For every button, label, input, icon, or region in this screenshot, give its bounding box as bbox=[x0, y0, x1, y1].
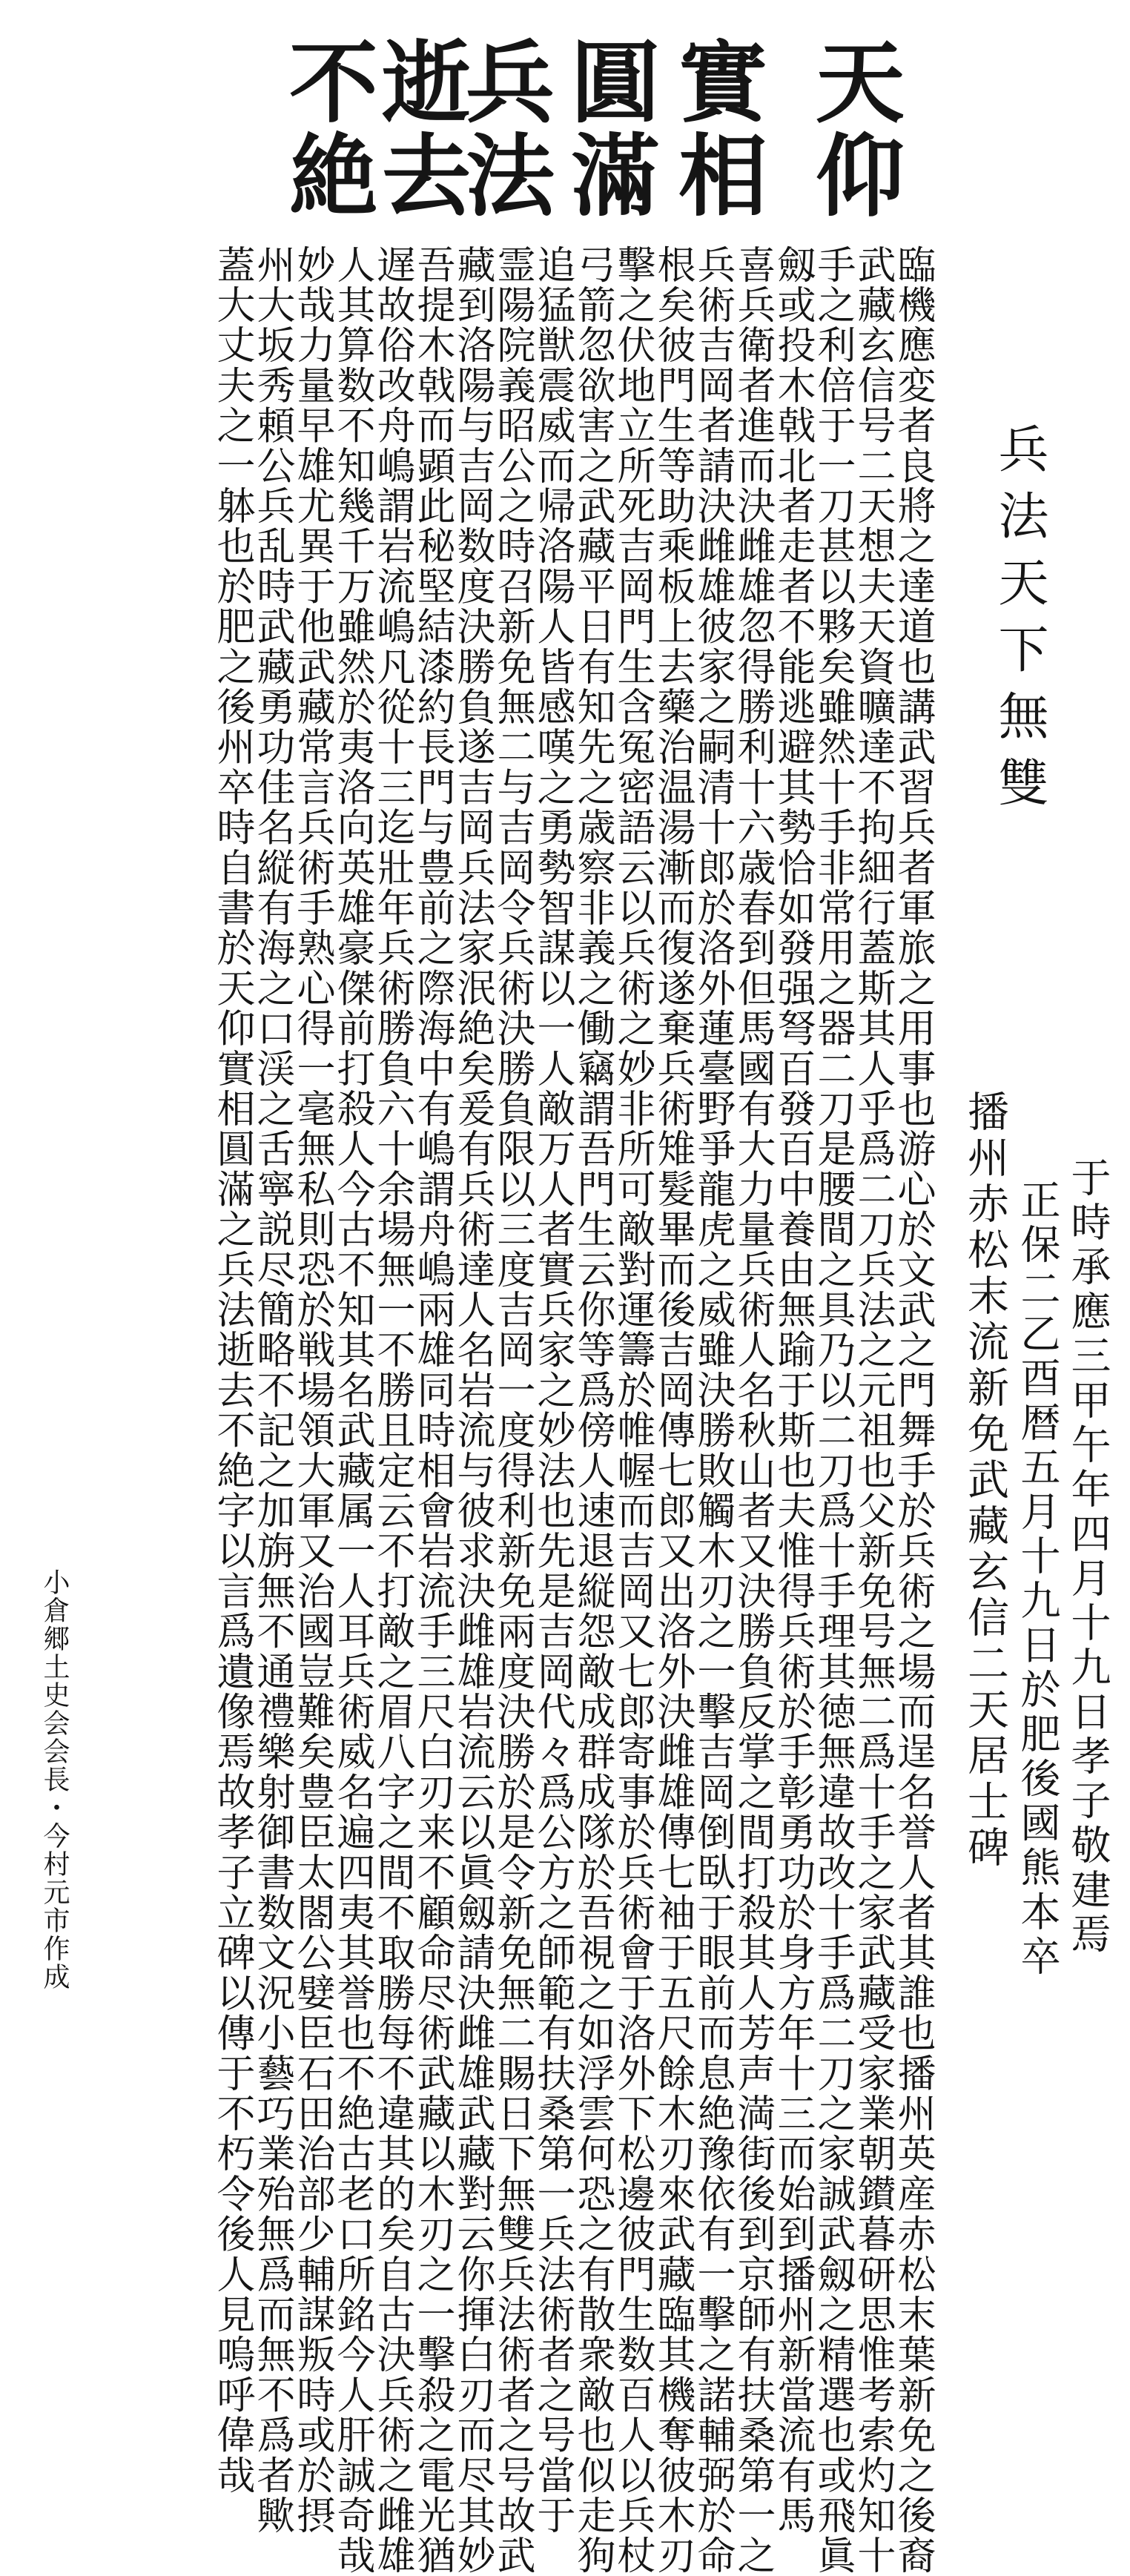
inscription-column: 蓋大丈夫之一躰也於肥之後州卒時自書於天仰實相圓滿之兵法逝去不絶字以言爲遺像焉故孝子立碑以傳于不朽令後人見嗚呼偉哉 bbox=[210, 245, 254, 2496]
inscription-column: 劔或投木戟北者走者不能逃避其勢恰如發强弩百發百中養由無踰于斯也夫惟得兵術於手彰勇功於身方年十三而始到播州新當流有馬 bbox=[770, 245, 815, 2536]
inscription-column: 吾提木戟而顕此秘堅結漆約長門与豊前之際海中有嶋謂舟嶋兩雄同時相會岩流手三尺白刃来不顧命尽術武藏以木刃之一擊殺之電光猶 bbox=[410, 245, 455, 2576]
inscription-column: 遅故俗改舟嶋謂岩流嶋凡從十三迄壯年兵術勝負六十余場無一不勝且定云不打敵之眉八字之間不取勝每不違其的矣自古決兵術之雌雄 bbox=[370, 245, 414, 2576]
inscription-column: 手之利倍于一刀甚以夥矣雖然十手非常用之器二刀是腰間之具乃以二刀爲十手理其徳無違故改十手爲二刀之家誠武劔之精選也或飛眞 bbox=[810, 245, 855, 2576]
title-column-1: 天仰 bbox=[801, 36, 905, 222]
heading-tenka-muso: 兵法天下無雙 bbox=[990, 423, 1048, 823]
author-credit: 小倉郷土史会会長・今村元市作成 bbox=[39, 1568, 70, 1991]
title-column-6: 不絶 bbox=[274, 36, 379, 222]
inscription-column: 妙哉力量早雄尤異于他武藏常言兵術手熟心得一毫無私則恐於戦場領大軍又治國豈難矣豊臣太閤公嬖臣石田治部少輔謀叛時或於摂 bbox=[290, 245, 334, 2536]
inscription-column: 弓箭忽欲害之武藏平日有知先之歳察非義之働竊謂吾門生云你等爲傍人速退縦怨敵成群成隊於吾視之如浮雲何恐之有散衆敵也似走狗 bbox=[570, 245, 615, 2576]
title-column-5: 逝去 bbox=[367, 36, 472, 222]
inscription-column: 藏到洛陽与吉岡数度決勝負遂吉岡兵法家泯絶矣爰有兵術達人名岩流与彼求決雌雄岩流云以眞劔請決雌雄武藏對云你揮白刃而尽其妙 bbox=[450, 245, 495, 2576]
title-column-3: 圓滿 bbox=[556, 36, 661, 222]
inscription-column: 擊之伏地立所死吉岡門生含冤密語云以兵術之妙非所可敵對運籌於帷幄而吉岡又七郎寄事於兵術會于洛外下松邊彼門生数百人以兵杖 bbox=[610, 245, 655, 2576]
title-column-2: 實相 bbox=[664, 36, 768, 222]
title-column-4: 兵法 bbox=[451, 36, 555, 222]
inscription-column: 人其算数不知幾千万雖然於夷洛向英雄豪傑前打殺人今古不知其名武藏属一人耳兵術威名遍四夷其誉也不絶古老口所銘今人肝誠奇哉 bbox=[330, 245, 374, 2576]
erection-date-line: 于時承應三甲午年四月十九日孝子敬建焉 bbox=[1065, 1157, 1111, 1958]
inscription-column: 霊陽院義昭公之時召新免無二与吉岡令兵術決勝負限以三度吉岡一度得利新免兩度決勝於是令新免無二賜日下無雙兵法術者之号故武 bbox=[490, 245, 535, 2576]
inscription-column: 州大坂秀頼公兵乱時武藏勇功佳名縦有海之口渓之舌寧説尽簡略不記之加旃無不通禮樂射御書数文況小藝巧業殆無爲而無不爲者歟 bbox=[250, 245, 294, 2536]
inscription-column: 兵術吉岡者請決雌雄彼家之嗣清十郎於洛外蓮臺野爭龍虎之威雖決勝敗觸木刃之一擊吉岡倒臥于眼前而息絶豫依有一擊之諾輔弼於命 bbox=[690, 245, 735, 2576]
inscription-column: 追猛獣震威而帰洛陽人皆感嘆之勇勢智謀以一人敵万人者實兵家之妙法也先是吉岡代々爲公方之師範有扶桑第一兵法術者之号當于 bbox=[530, 245, 575, 2536]
inscription-column: 臨機應変者良將之達道也講武習兵者軍旅之用事也游心於文武之門舞手於兵術之場而逞名誉人者其誰也播州英産赤松末葉新免之後裔 bbox=[891, 245, 935, 2576]
inscription-column: 喜兵衛者進而決雌雄忽得勝利十六歳春到但馬國有大力量兵術人名秋山者又決勝負反掌之間打殺其人芳声満街後到京師有扶桑第一之 bbox=[730, 245, 775, 2576]
inscription-column: 武藏玄信号二天想夫天資曠達不拘細行蓋斯其人乎爲二刀兵法之元祖也父新免号無二爲十手之家武藏受家業朝鑚暮研思惟考索灼知十 bbox=[850, 245, 895, 2576]
death-date-line: 正保二乙酉暦五月十九日於肥後國熊本卒 bbox=[1014, 1179, 1061, 1980]
inscription-column: 根矣彼門生等助乘板上去藥治温湯漸而復遂棄兵術雉髮畢而後吉岡傳七郎又出洛外決雌雄傳七袖于五尺餘木刃來武藏臨其機奪彼木刃 bbox=[650, 245, 695, 2576]
monument-author-line: 播州赤松末流新免武藏玄信二天居士碑 bbox=[961, 1090, 1009, 1872]
